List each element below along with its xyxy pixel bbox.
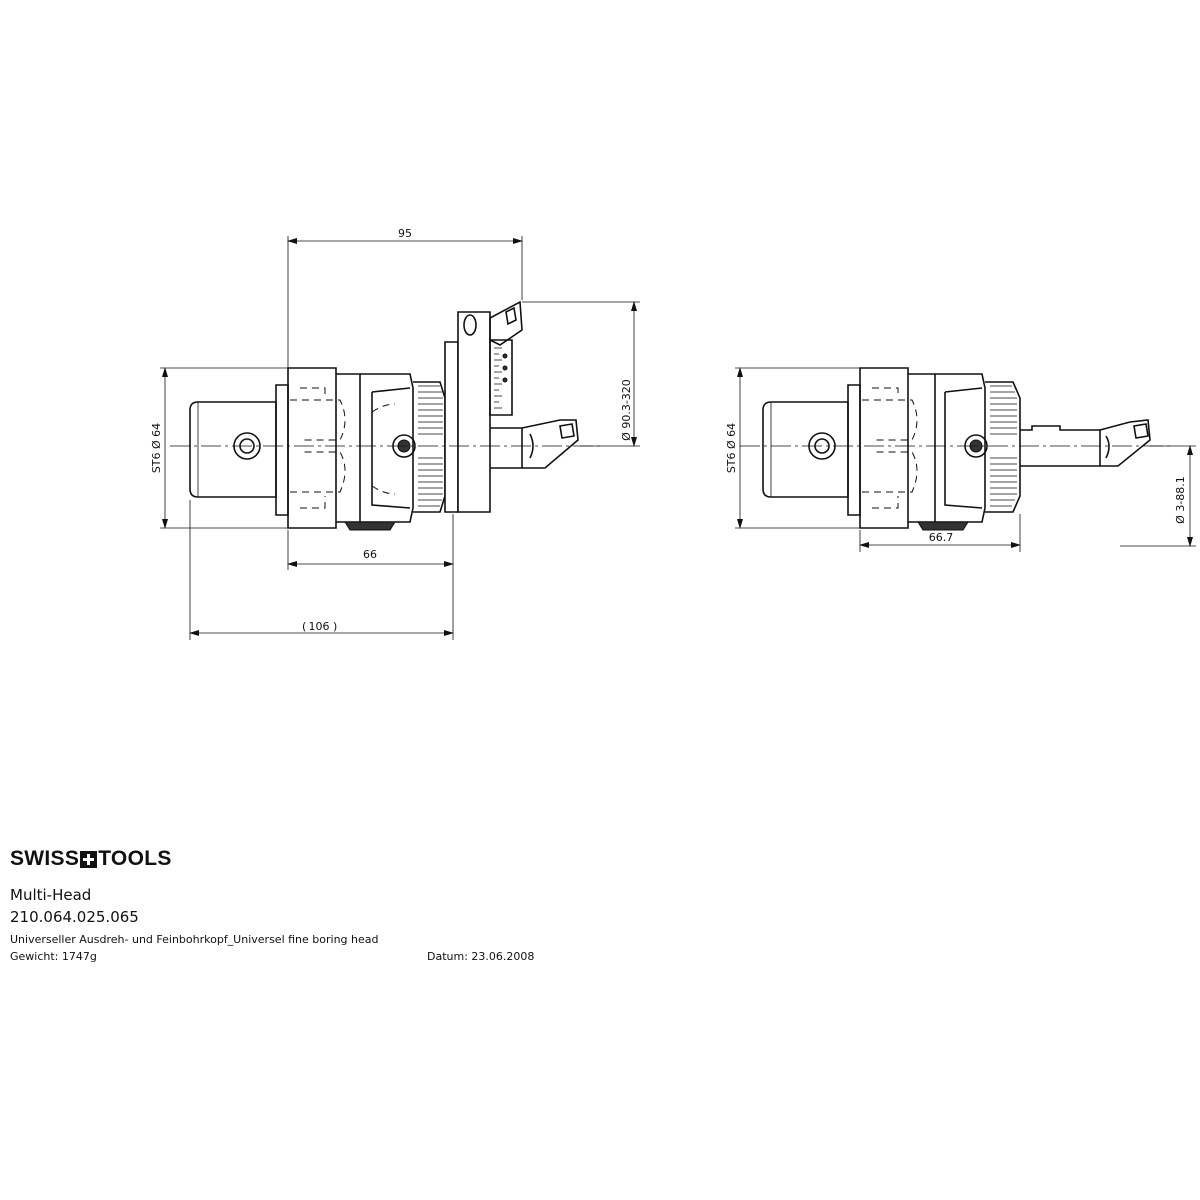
part-number: 210.064.025.065 xyxy=(10,908,139,926)
dim-body-length-left: 66 xyxy=(363,548,377,561)
brand-right: TOOLS xyxy=(98,847,172,870)
dim-total-length: 106 xyxy=(308,620,330,633)
dim-shank-right: ST6 Ø 64 xyxy=(725,422,738,474)
date: Datum: 23.06.2008 xyxy=(427,950,535,963)
dim-diameter-range-left: Ø 90.3-320 xyxy=(620,379,633,441)
left-shank xyxy=(190,402,276,497)
left-view xyxy=(150,227,640,640)
weight: Gewicht: 1747g xyxy=(10,950,97,963)
product-description: Universeller Ausdreh- und Feinbohrkopf_Universel fine boring head xyxy=(10,933,379,946)
title-block xyxy=(10,846,610,964)
brand-left: SWISS xyxy=(10,847,80,870)
dim-body-length-right: 66.7 xyxy=(928,531,954,544)
dim-shank-left: ST6 Ø 64 xyxy=(150,422,163,474)
dim-overall-width: 95 xyxy=(398,227,412,240)
brand-logo xyxy=(10,846,610,872)
svg-text:(: ( xyxy=(302,620,307,633)
product-name: Multi-Head xyxy=(10,886,92,904)
right-view xyxy=(725,368,1196,552)
dim-diameter-range-right: Ø 3-88.1 xyxy=(1174,476,1187,524)
svg-text:): ) xyxy=(333,620,338,633)
swiss-cross-icon xyxy=(80,851,97,868)
meta-row xyxy=(10,950,610,964)
